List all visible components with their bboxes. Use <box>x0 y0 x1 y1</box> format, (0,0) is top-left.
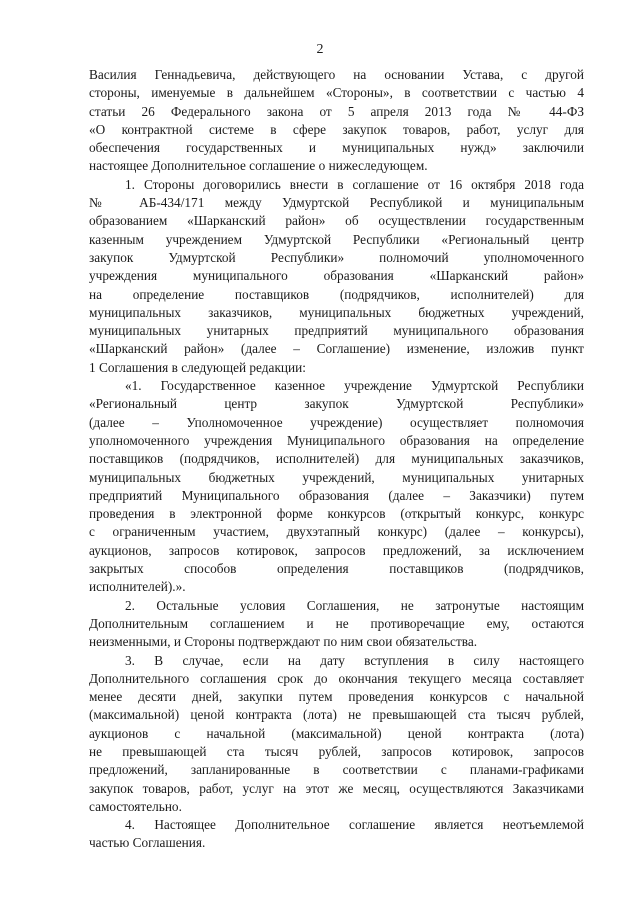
text-line: аукционов, запросов котировок, запросов предложений, за исключением <box>89 542 584 558</box>
text-line: учреждения муниципального образования «Шарканский район» <box>89 268 584 284</box>
text-line: закупок Удмуртской Республики» полномочий уполномоченного <box>89 249 584 265</box>
paragraph-clause-4 <box>89 816 584 853</box>
text-line: поставщиков (подрядчиков, исполнителей) для муниципальных заказчиков, <box>89 451 584 467</box>
text-line: предложений, запланированные в соответствии с планами-графиками <box>89 762 584 778</box>
text-line: частью Соглашения. <box>89 835 206 851</box>
text-line: 4. Настоящее Дополнительное соглашение является неотъемлемой <box>125 817 584 833</box>
text-line: № АБ-434/171 между Удмуртской Республикой и муниципальным <box>89 195 584 211</box>
text-line: (максимальной) ценой контракта (лота) не превышающей ста тысяч рублей, <box>89 707 584 723</box>
text-line: 3. В случае, если на дату вступления в силу настоящего <box>125 652 584 668</box>
document-body <box>89 66 584 853</box>
text-line: стороны, именуемые в дальнейшем «Стороны», в соответствии с частью 4 <box>89 85 584 101</box>
paragraph-clause-3 <box>89 652 584 817</box>
text-line: проведения в электронной форме конкурсов (открытый конкурс, конкурс <box>89 506 584 522</box>
text-line: 1 Соглашения в следующей редакции: <box>89 359 306 375</box>
text-line: «1. Государственное казенное учреждение Удмуртской Республики <box>125 378 584 394</box>
text-line: обеспечения государственных и муниципальных нужд» заключили <box>89 140 584 156</box>
text-line: Василия Геннадьевича, действующего на основании Устава, с другой <box>89 67 584 82</box>
text-line: казенным учреждением Удмуртской Республики «Региональный центр <box>89 231 584 247</box>
paragraph-clause-2 <box>89 597 584 652</box>
paragraph-intro <box>89 66 584 176</box>
paragraph-clause-1-quote <box>89 377 584 597</box>
text-line: закупок товаров, работ, услуг на этот же месяц, осуществляются Заказчиками <box>89 780 584 796</box>
text-line: образованием «Шарканский район» об осуществлении государственным <box>89 213 584 229</box>
text-line: исполнителей).». <box>89 579 186 595</box>
text-line: (далее – Уполномоченное учреждение) осуществляет полномочия <box>89 414 584 430</box>
text-line: уполномоченного учреждения Муниципального образования на определение <box>89 432 584 448</box>
text-line: Дополнительного соглашения срок до окончания текущего месяца составляет <box>89 670 584 686</box>
text-line: муниципальных бюджетных учреждений, муниципальных унитарных <box>89 469 584 485</box>
text-line: муниципальных заказчиков, муниципальных бюджетных учреждений, <box>89 304 584 320</box>
text-line: не превышающей ста тысяч рублей, запросов котировок, запросов <box>89 743 584 759</box>
text-line: предприятий Муниципального образования (далее – Заказчики) путем <box>89 487 584 503</box>
text-line: «Региональный центр закупок Удмуртской Республики» <box>89 396 584 412</box>
text-line: самостоятельно. <box>89 798 182 814</box>
text-line: статьи 26 Федерального закона от 5 апреля 2013 года № 44-ФЗ <box>89 103 584 119</box>
paragraph-clause-1 <box>89 176 584 377</box>
text-line: «О контрактной системе в сфере закупок товаров, работ, услуг для <box>89 121 584 137</box>
text-line: закрытых способов определения поставщиков (подрядчиков, <box>89 561 584 577</box>
text-line: настоящее Дополнительное соглашение о нижеследующем. <box>89 158 428 174</box>
text-line: на определение поставщиков (подрядчиков, исполнителей) для <box>89 286 584 302</box>
text-line: менее десяти дней, закупки путем проведения конкурсов с начальной <box>89 689 584 705</box>
page-number: 2 <box>316 42 324 57</box>
text-line: неизменными, и Стороны подтверждают по ним свои обязательства. <box>89 634 478 650</box>
text-line: муниципальных унитарных предприятий муниципального образования <box>89 323 584 339</box>
text-line: аукционов с начальной (максимальной) ценой контракта (лота) <box>89 725 584 741</box>
text-line: с ограниченным участием, двухэтапный конкурс) (далее – конкурсы), <box>89 524 584 540</box>
text-line: «Шарканский район» (далее – Соглашение) изменение, изложив пункт <box>89 341 584 357</box>
text-line: 1. Стороны договорились внести в соглашение от 16 октября 2018 года <box>125 176 584 192</box>
text-line: Дополнительным соглашением и не противоречащие ему, остаются <box>89 615 584 631</box>
text-line: 2. Остальные условия Соглашения, не затронутые настоящим <box>125 597 584 613</box>
